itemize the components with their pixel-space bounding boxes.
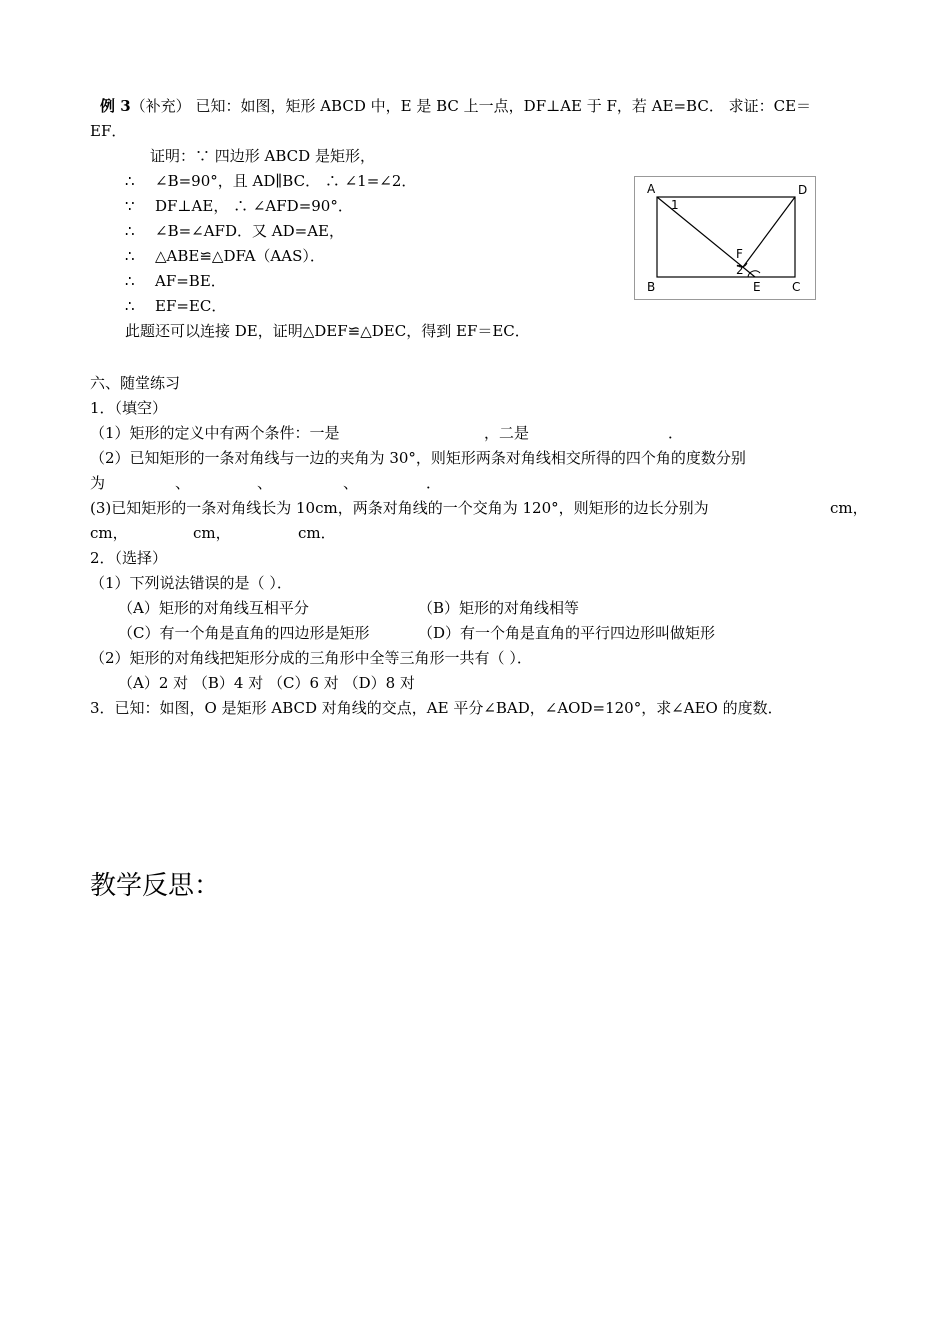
- q1-title: 1．（填空）: [90, 399, 168, 417]
- label-a: A: [647, 182, 656, 196]
- proof-step: ∴ ∠B=90°，且 AD∥BC． ∴ ∠1=∠2．: [125, 172, 417, 190]
- q1-1-text: （1）矩形的定义中有两个条件：一是: [90, 424, 340, 442]
- option-d: （D）有一个角是直角的平行四边形叫做矩形: [418, 624, 716, 642]
- figure-svg: [635, 177, 817, 301]
- example-heading: [100, 96, 811, 116]
- q3-text: 3．已知：如图，O 是矩形 ABCD 对角线的交点，AE 平分∠BAD，∠AOD=120°，求∠AEO 的度数．: [90, 699, 783, 717]
- example-statement: 已知：如图，矩形 ABCD 中，E 是 BC 上一点，DF⊥AE 于 F，若 AE=BC． 求证：CE＝: [190, 97, 812, 115]
- proof-step: ∴ △ABE≌△DFA（AAS）．: [125, 247, 325, 265]
- proof-step: ∵ DF⊥AE， ∴ ∠AFD=90°．: [125, 197, 353, 215]
- q1-1-text: ，二是: [484, 424, 530, 442]
- q1-2-text: 、: [257, 474, 273, 492]
- proof-step: ∴ ∠B=∠AFD．又 AD=AE，: [125, 222, 344, 240]
- option-a: （A）矩形的对角线互相平分: [118, 599, 309, 617]
- reflection-title: 教学反思：: [90, 871, 221, 901]
- q2-2-text: （2）矩形的对角线把矩形分成的三角形中全等三角形一共有（ ）．: [90, 649, 532, 667]
- example-tag: （补充）: [130, 97, 191, 115]
- q1-2-text: （2）已知矩形的一条对角线与一边的夹角为 30°，则矩形两条对角线相交所得的四个角的度数分别: [90, 449, 746, 467]
- example-label: 例 3: [100, 97, 131, 115]
- label-f: F: [736, 247, 743, 261]
- q1-3-text: cm，: [90, 524, 128, 542]
- label-e: E: [753, 280, 761, 294]
- label-c: C: [792, 280, 801, 294]
- section-title: 六、随堂练习: [90, 374, 181, 392]
- q2-2-options: （A）2 对 （B）4 对 （C）6 对 （D）8 对: [118, 674, 415, 692]
- q1-2-text: 为: [90, 474, 106, 492]
- segment-df: [743, 197, 795, 267]
- proof-intro: 证明：∵ 四边形 ABCD 是矩形，: [150, 147, 375, 165]
- rectangle-figure: [634, 176, 816, 300]
- proof-step: ∴ AF=BE．: [125, 272, 226, 290]
- option-c: （C）有一个角是直角的四边形是矩形: [118, 624, 370, 642]
- proof-note: 此题还可以连接 DE，证明△DEF≌△DEC，得到 EF＝EC．: [125, 322, 530, 340]
- label-b: B: [647, 280, 656, 294]
- q1-1-text: ．: [668, 424, 684, 442]
- q2-title: 2．（选择）: [90, 549, 168, 567]
- q2-1-text: （1）下列说法错误的是（ ）．: [90, 574, 292, 592]
- label-angle-1: 1: [671, 198, 679, 212]
- q1-3-text: (3)已知矩形的一条对角线长为 10cm，两条对角线的一个交角为 120°，则矩形的边长分别为: [90, 499, 709, 517]
- q1-2-text: 、: [175, 474, 191, 492]
- q1-2-text: 、: [343, 474, 359, 492]
- label-d: D: [798, 183, 808, 197]
- label-angle-2: 2: [736, 263, 744, 277]
- q1-3-text: cm．: [298, 524, 336, 542]
- q1-2-text: ．: [426, 474, 442, 492]
- q1-3-text: cm，: [830, 499, 868, 517]
- example-statement-cont: EF．: [90, 122, 127, 140]
- q1-3-text: cm，: [193, 524, 231, 542]
- option-b: （B）矩形的对角线相等: [418, 599, 580, 617]
- proof-step: ∴ EF=EC．: [125, 297, 227, 315]
